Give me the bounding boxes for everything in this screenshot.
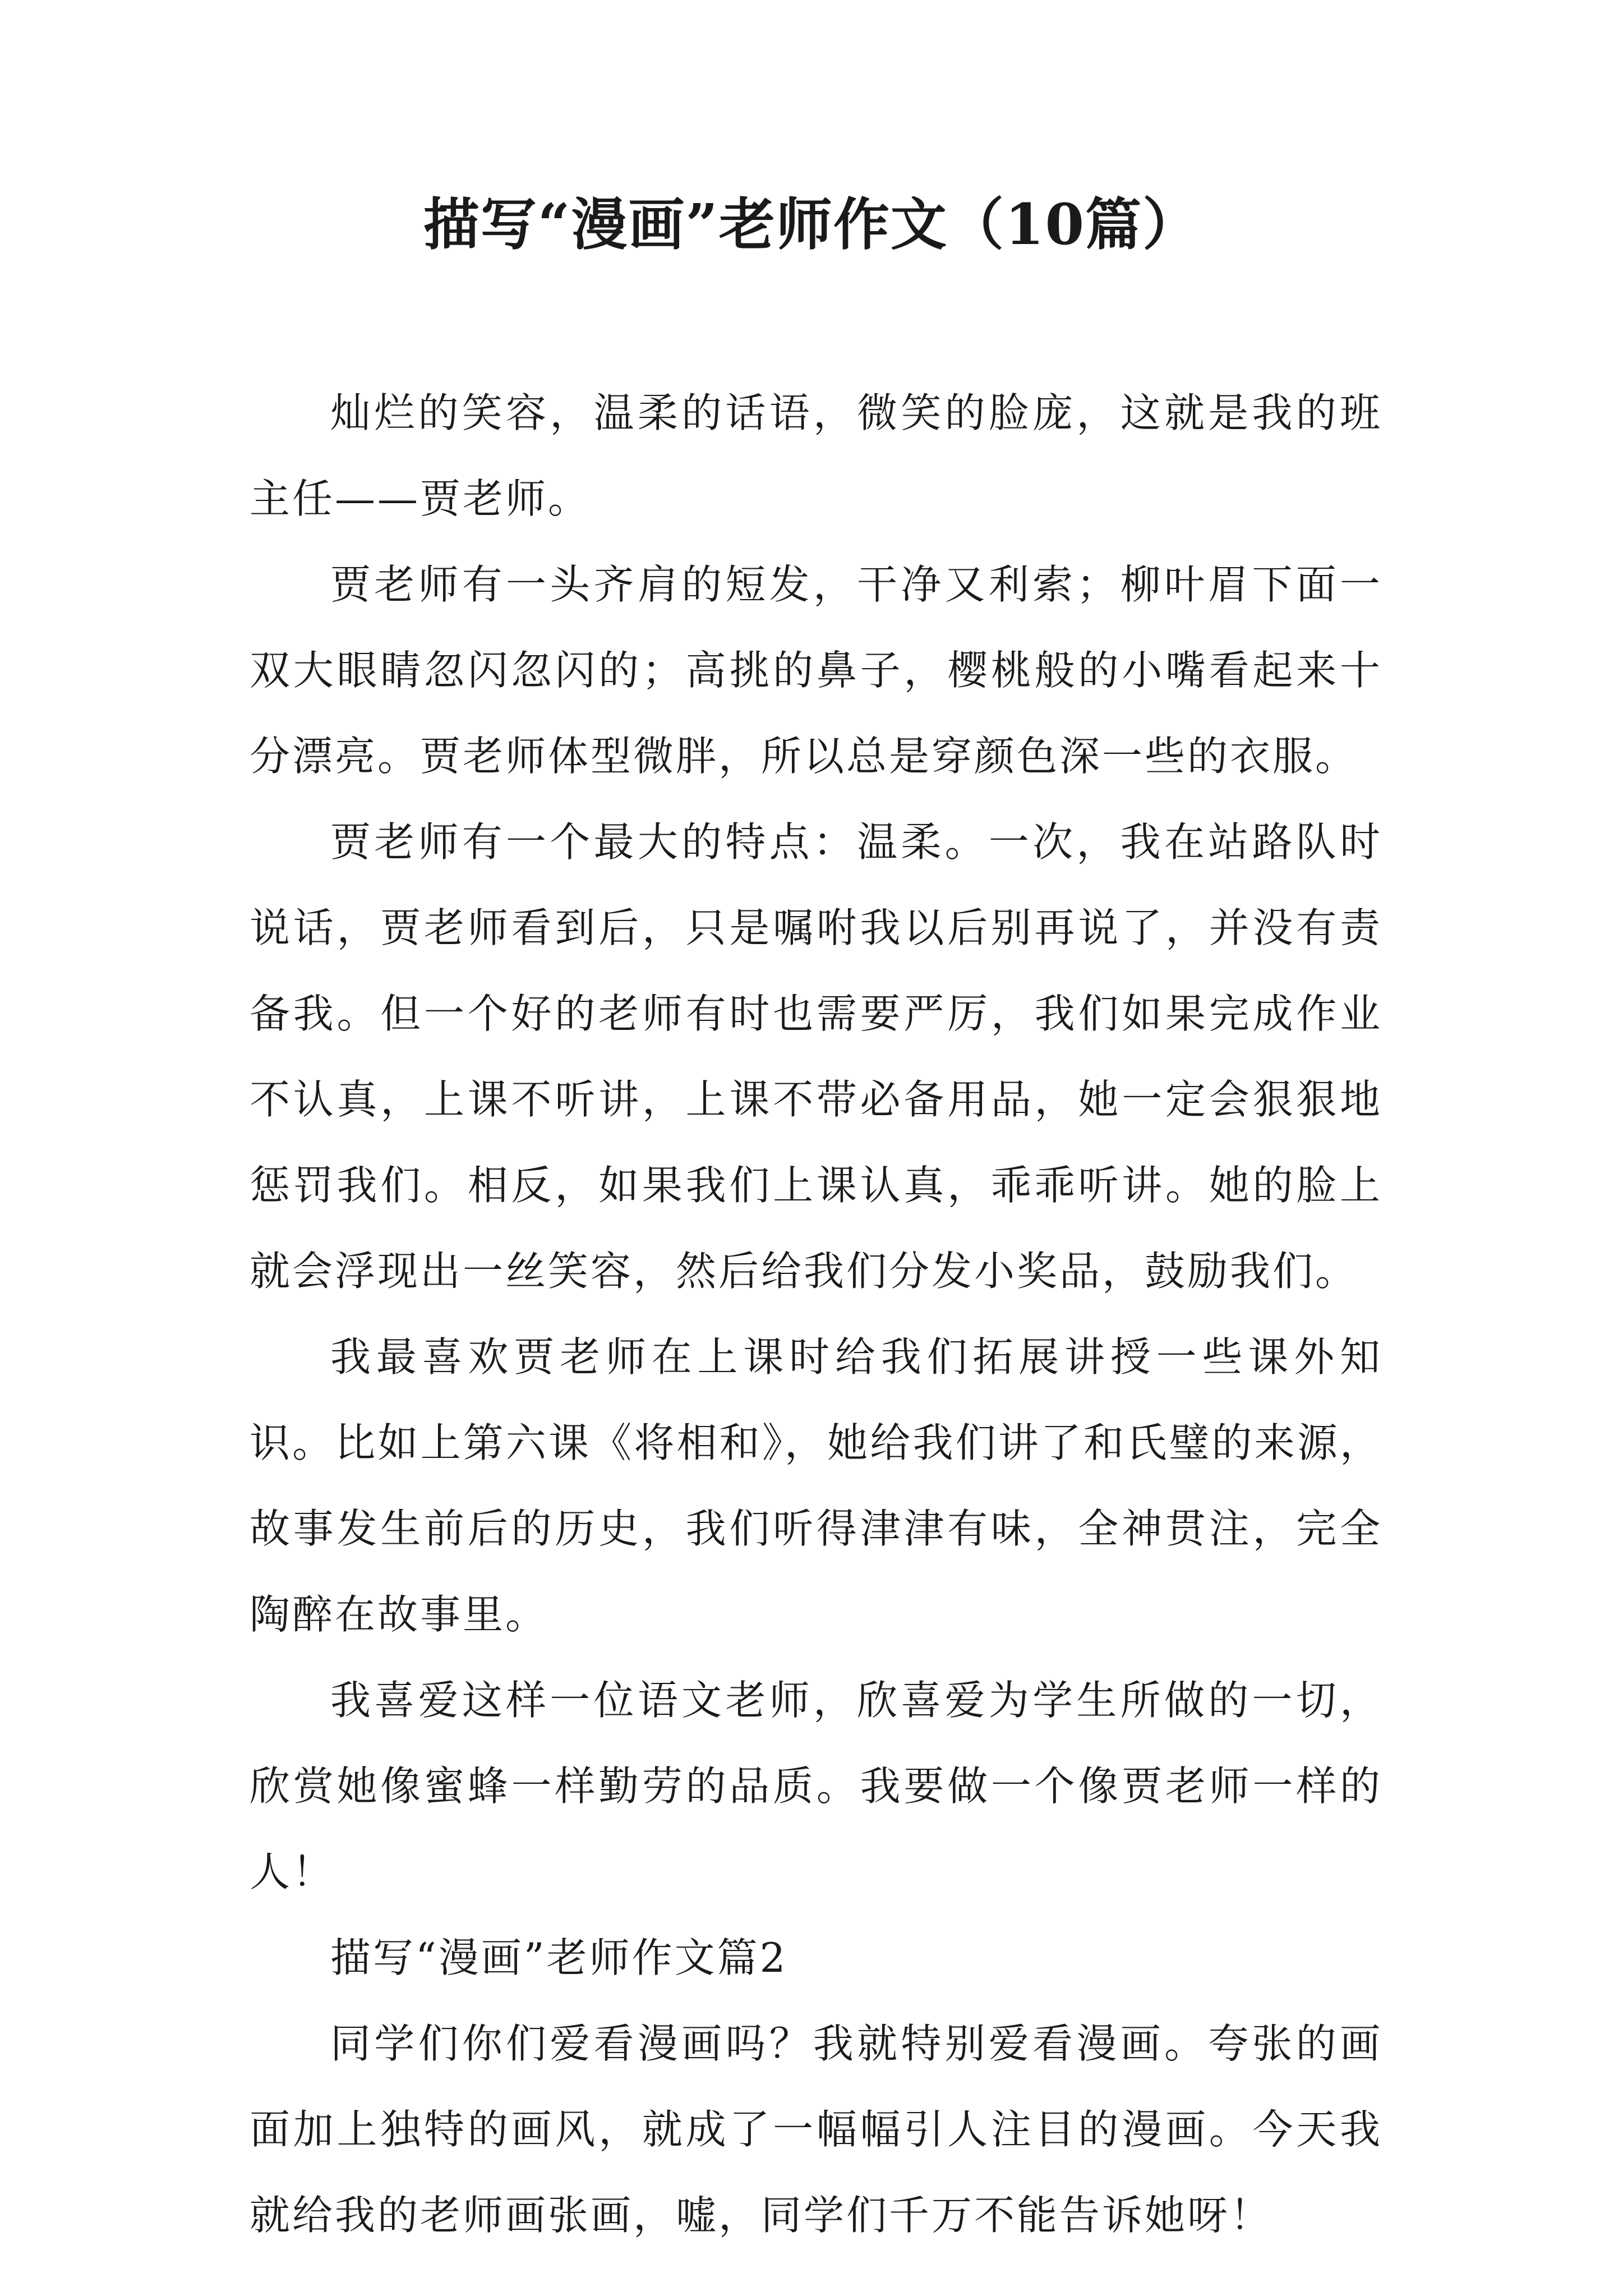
paragraph-conclusion: 我喜爱这样一位语文老师，欣喜爱为学生所做的一切，欣赏她像蜜蜂一样勤劳的品质。我要做一个像贾老师一样的人！ [250,1677,1382,1895]
section-heading-essay-2: 描写“漫画”老师作文篇2 [330,1934,788,1981]
document-body [250,370,1382,2258]
document-title: 描写“漫画”老师作文（10篇） [423,191,1200,257]
paragraph-gentle-trait: 贾老师有一个最大的特点：温柔。一次，我在站路队时说话，贾老师看到后，只是嘱咐我以后别再说了，并没有责备我。但一个好的老师有时也需要严厉，我们如果完成作业不认真，上课不听讲，上课不带必备用品，她一定会狠狠地惩罚我们。相反，如果我们上课认真，乖乖听讲。她的脸上就会浮现出一丝笑容，然后给我们分发小奖品，鼓励我们。 [250,818,1382,1295]
paragraph-extra-knowledge: 我最喜欢贾老师在上课时给我们拓展讲授一些课外知识。比如上第六课《将相和》，她给我们讲了和氏璧的来源，故事发生前后的历史，我们听得津津有味，全神贯注，完全陶醉在故事里。 [250,1333,1382,1638]
paragraph-appearance: 贾老师有一头齐肩的短发，干净又利索；柳叶眉下面一双大眼睛忽闪忽闪的；高挑的鼻子，樱桃般的小嘴看起来十分漂亮。贾老师体型微胖，所以总是穿颜色深一些的衣服。 [250,561,1382,780]
paragraph-essay-2-intro: 同学们你们爱看漫画吗？我就特别爱看漫画。夸张的画面加上独特的画风，就成了一幅幅引人注目的漫画。今天我就给我的老师画张画，嘘，同学们千万不能告诉她呀！ [250,2020,1382,2239]
paragraph-intro: 灿烂的笑容，温柔的话语，微笑的脸庞，这就是我的班主任——贾老师。 [250,389,1382,522]
